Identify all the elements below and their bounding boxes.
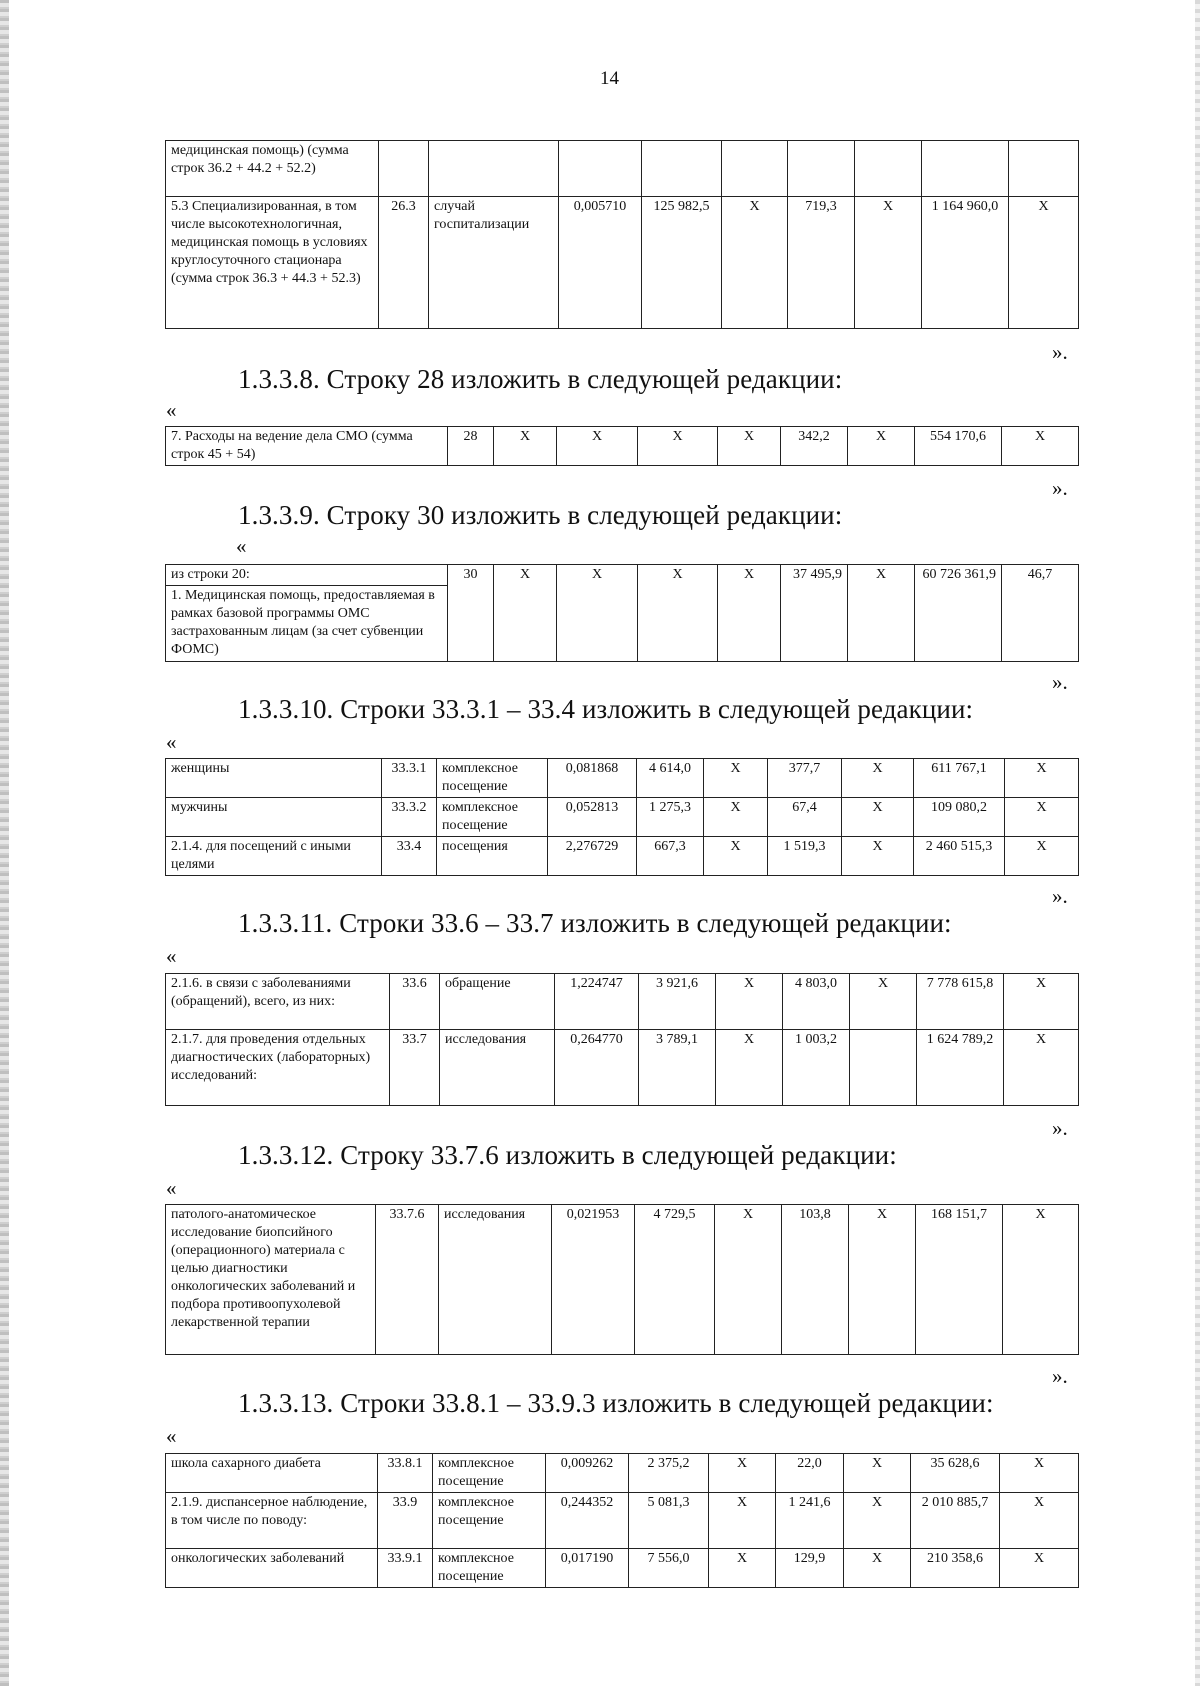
opening-quote: «	[166, 730, 177, 754]
row-name: 2.1.4. для посещений с иными целями	[166, 837, 382, 876]
cell-x: X	[716, 974, 783, 1030]
table-continuation	[165, 140, 1079, 329]
row-name: онкологических заболеваний	[166, 1549, 378, 1588]
norm: 2,276729	[548, 837, 637, 876]
norm: 0,244352	[546, 1493, 629, 1549]
closing-quote: ».	[1052, 1364, 1068, 1388]
row-name: патолого-анатомическое исследование биопсийного (операционного) материала с целью диагностики онкологических заболеваний и подбора противоопухолевой лекарственной терапии	[166, 1205, 376, 1355]
scan-edge-left	[0, 0, 9, 1686]
cell-x: X	[1000, 1493, 1079, 1549]
cell-x: X	[716, 1030, 783, 1106]
row-name: 1. Медицинская помощь, предоставляемая в рамках базовой программы ОМС застрахованным лицам (за счет субвенции ФОМС)	[166, 586, 448, 662]
unit: исследования	[439, 1205, 552, 1355]
cell-x: X	[494, 565, 557, 662]
row-name: медицинская помощь) (сумма строк 36.2 + 44.2 + 52.2)	[166, 141, 379, 197]
section-heading: 1.3.3.13. Строки 33.8.1 – 33.9.3 изложить в следующей редакции:	[238, 1388, 994, 1418]
row-name: мужчины	[166, 798, 382, 837]
cell-x: X	[709, 1493, 776, 1549]
cell-x: X	[855, 197, 922, 329]
per-capita: 22,0	[776, 1454, 844, 1493]
norm: 0,021953	[552, 1205, 635, 1355]
norm: 1,224747	[555, 974, 639, 1030]
cell-x: X	[842, 759, 914, 798]
cost: 125 982,5	[642, 197, 722, 329]
row-code: 33.7	[390, 1030, 440, 1106]
table-row	[166, 798, 1079, 837]
closing-quote: ».	[1052, 670, 1068, 694]
unit: исследования	[440, 1030, 555, 1106]
cost: 2 375,2	[629, 1454, 709, 1493]
row-name: 2.1.7. для проведения отдельных диагностических (лабораторных) исследований:	[166, 1030, 390, 1106]
table-row-30	[165, 564, 1079, 662]
row-name: школа сахарного диабета	[166, 1454, 378, 1493]
row-code: 33.8.1	[378, 1454, 433, 1493]
cell-x: X	[844, 1493, 911, 1549]
table-row-28	[165, 426, 1079, 466]
per-capita: 1 241,6	[776, 1493, 844, 1549]
cell-x: X	[704, 837, 768, 876]
cell-x: X	[1004, 974, 1079, 1030]
row-code: 30	[448, 565, 494, 662]
unit: комплексное посещение	[433, 1549, 546, 1588]
total: 2 010 885,7	[911, 1493, 1000, 1549]
cell-x: X	[1005, 798, 1079, 837]
per-capita: 129,9	[776, 1549, 844, 1588]
unit: комплексное посещение	[437, 798, 548, 837]
cell-x: X	[1000, 1549, 1079, 1588]
table-row	[166, 759, 1079, 798]
cell-x: X	[722, 197, 788, 329]
cell-x: X	[848, 427, 915, 466]
unit: посещения	[437, 837, 548, 876]
cell-x: X	[709, 1549, 776, 1588]
norm: 0,005710	[559, 197, 642, 329]
closing-quote: ».	[1052, 1116, 1068, 1140]
opening-quote: «	[166, 1176, 177, 1200]
row-code: 28	[448, 427, 494, 466]
per-capita: 1 003,2	[783, 1030, 850, 1106]
cell-x: X	[1002, 427, 1079, 466]
norm: 0,081868	[548, 759, 637, 798]
per-capita: 103,8	[782, 1205, 849, 1355]
cost: 4 729,5	[635, 1205, 715, 1355]
per-capita: 719,3	[788, 197, 855, 329]
row-code: 33.9.1	[378, 1549, 433, 1588]
table-row	[166, 1493, 1079, 1549]
cell-x: X	[1005, 759, 1079, 798]
cost: 3 789,1	[639, 1030, 716, 1106]
share: 46,7	[1002, 565, 1079, 662]
cell-x: X	[1003, 1205, 1079, 1355]
cell	[788, 141, 855, 197]
cell-x: X	[844, 1549, 911, 1588]
cell	[379, 141, 429, 197]
norm: 0,264770	[555, 1030, 639, 1106]
cell-x: X	[1000, 1454, 1079, 1493]
row-code: 33.9	[378, 1493, 433, 1549]
table-row	[166, 565, 1079, 586]
section-heading: 1.3.3.11. Строки 33.6 – 33.7 изложить в следующей редакции:	[238, 908, 952, 938]
unit: комплексное посещение	[433, 1454, 546, 1493]
cell-x: X	[715, 1205, 782, 1355]
section-heading: 1.3.3.12. Строку 33.7.6 изложить в следующей редакции:	[238, 1140, 897, 1170]
row-code: 33.6	[390, 974, 440, 1030]
table-row	[166, 1454, 1079, 1493]
cell	[722, 141, 788, 197]
table-rows-33-6-to-33-7	[165, 973, 1079, 1106]
cell-x: X	[557, 565, 638, 662]
table-row	[166, 974, 1079, 1030]
cell	[559, 141, 642, 197]
cell-x: X	[1005, 837, 1079, 876]
section-heading: 1.3.3.10. Строки 33.3.1 – 33.4 изложить в следующей редакции:	[238, 694, 974, 724]
table-row	[166, 1030, 1079, 1106]
cell	[855, 141, 922, 197]
cell-x: X	[718, 565, 781, 662]
cell-x: X	[709, 1454, 776, 1493]
cell-x: X	[1009, 197, 1079, 329]
closing-quote: ».	[1052, 884, 1068, 908]
row-name: 5.3 Специализированная, в том числе высокотехнологичная, медицинская помощь в условиях круглосуточного стационара (сумма строк 36.3 + 44.3 + 52.3)	[166, 197, 379, 329]
cell	[429, 141, 559, 197]
cell-x: X	[718, 427, 781, 466]
cell-x: X	[638, 565, 718, 662]
row-code: 33.3.1	[382, 759, 437, 798]
unit: обращение	[440, 974, 555, 1030]
cell-x: X	[849, 1205, 916, 1355]
page-number: 14	[600, 68, 619, 89]
cell-x: X	[638, 427, 718, 466]
section-heading: 1.3.3.9. Строку 30 изложить в следующей редакции:	[238, 500, 843, 530]
total: 611 767,1	[914, 759, 1005, 798]
scan-edge-right	[1195, 0, 1200, 1686]
unit: случай госпитализации	[429, 197, 559, 329]
cell-empty	[850, 1030, 917, 1106]
cell-x: X	[842, 798, 914, 837]
total: 554 170,6	[915, 427, 1002, 466]
row-code: 33.4	[382, 837, 437, 876]
table-rows-33-3-1-to-33-4	[165, 758, 1079, 876]
section-heading: 1.3.3.8. Строку 28 изложить в следующей редакции:	[238, 364, 843, 394]
cost: 4 614,0	[637, 759, 704, 798]
cell-x: X	[494, 427, 557, 466]
row-name: 2.1.6. в связи с заболеваниями (обращений), всего, из них:	[166, 974, 390, 1030]
table-row	[166, 197, 1079, 329]
cell-x: X	[850, 974, 917, 1030]
unit: комплексное посещение	[437, 759, 548, 798]
table-row	[166, 1549, 1079, 1588]
row-code: 33.3.2	[382, 798, 437, 837]
total: 1 624 789,2	[917, 1030, 1004, 1106]
per-capita: 67,4	[768, 798, 842, 837]
cost: 5 081,3	[629, 1493, 709, 1549]
opening-quote: «	[236, 534, 247, 558]
cell-x: X	[842, 837, 914, 876]
total: 109 080,2	[914, 798, 1005, 837]
total: 210 358,6	[911, 1549, 1000, 1588]
table-row	[166, 1205, 1079, 1355]
cell-x: X	[1004, 1030, 1079, 1106]
per-capita: 377,7	[768, 759, 842, 798]
row-name: 7. Расходы на ведение дела СМО (сумма строк 45 + 54)	[166, 427, 448, 466]
per-capita: 37 495,9	[781, 565, 848, 662]
table-row	[166, 427, 1079, 466]
cell-x: X	[704, 798, 768, 837]
unit: комплексное посещение	[433, 1493, 546, 1549]
norm: 0,052813	[548, 798, 637, 837]
closing-quote: ».	[1052, 476, 1068, 500]
row-name: женщины	[166, 759, 382, 798]
table-row	[166, 837, 1079, 876]
total: 35 628,6	[911, 1454, 1000, 1493]
opening-quote: «	[166, 1424, 177, 1448]
total: 168 151,7	[916, 1205, 1003, 1355]
row-name: 2.1.9. диспансерное наблюдение, в том числе по поводу:	[166, 1493, 378, 1549]
cost: 7 556,0	[629, 1549, 709, 1588]
total: 2 460 515,3	[914, 837, 1005, 876]
table-row	[166, 141, 1079, 197]
norm: 0,009262	[546, 1454, 629, 1493]
per-capita: 4 803,0	[783, 974, 850, 1030]
norm: 0,017190	[546, 1549, 629, 1588]
closing-quote: ».	[1052, 340, 1068, 364]
opening-quote: «	[166, 944, 177, 968]
cell-x: X	[557, 427, 638, 466]
cost: 3 921,6	[639, 974, 716, 1030]
opening-quote: «	[166, 398, 177, 422]
cell	[1009, 141, 1079, 197]
cell	[922, 141, 1009, 197]
table-rows-33-8-1-to-33-9-3	[165, 1453, 1079, 1588]
row-code: 33.7.6	[376, 1205, 439, 1355]
per-capita: 1 519,3	[768, 837, 842, 876]
row-code: 26.3	[379, 197, 429, 329]
cell-x: X	[704, 759, 768, 798]
cell-x: X	[848, 565, 915, 662]
total: 60 726 361,9	[915, 565, 1002, 662]
table-row-33-7-6	[165, 1204, 1079, 1355]
per-capita: 342,2	[781, 427, 848, 466]
cell	[642, 141, 722, 197]
row-name: из строки 20:	[166, 565, 448, 586]
cost: 667,3	[637, 837, 704, 876]
total: 7 778 615,8	[917, 974, 1004, 1030]
cost: 1 275,3	[637, 798, 704, 837]
cell-x: X	[844, 1454, 911, 1493]
total: 1 164 960,0	[922, 197, 1009, 329]
